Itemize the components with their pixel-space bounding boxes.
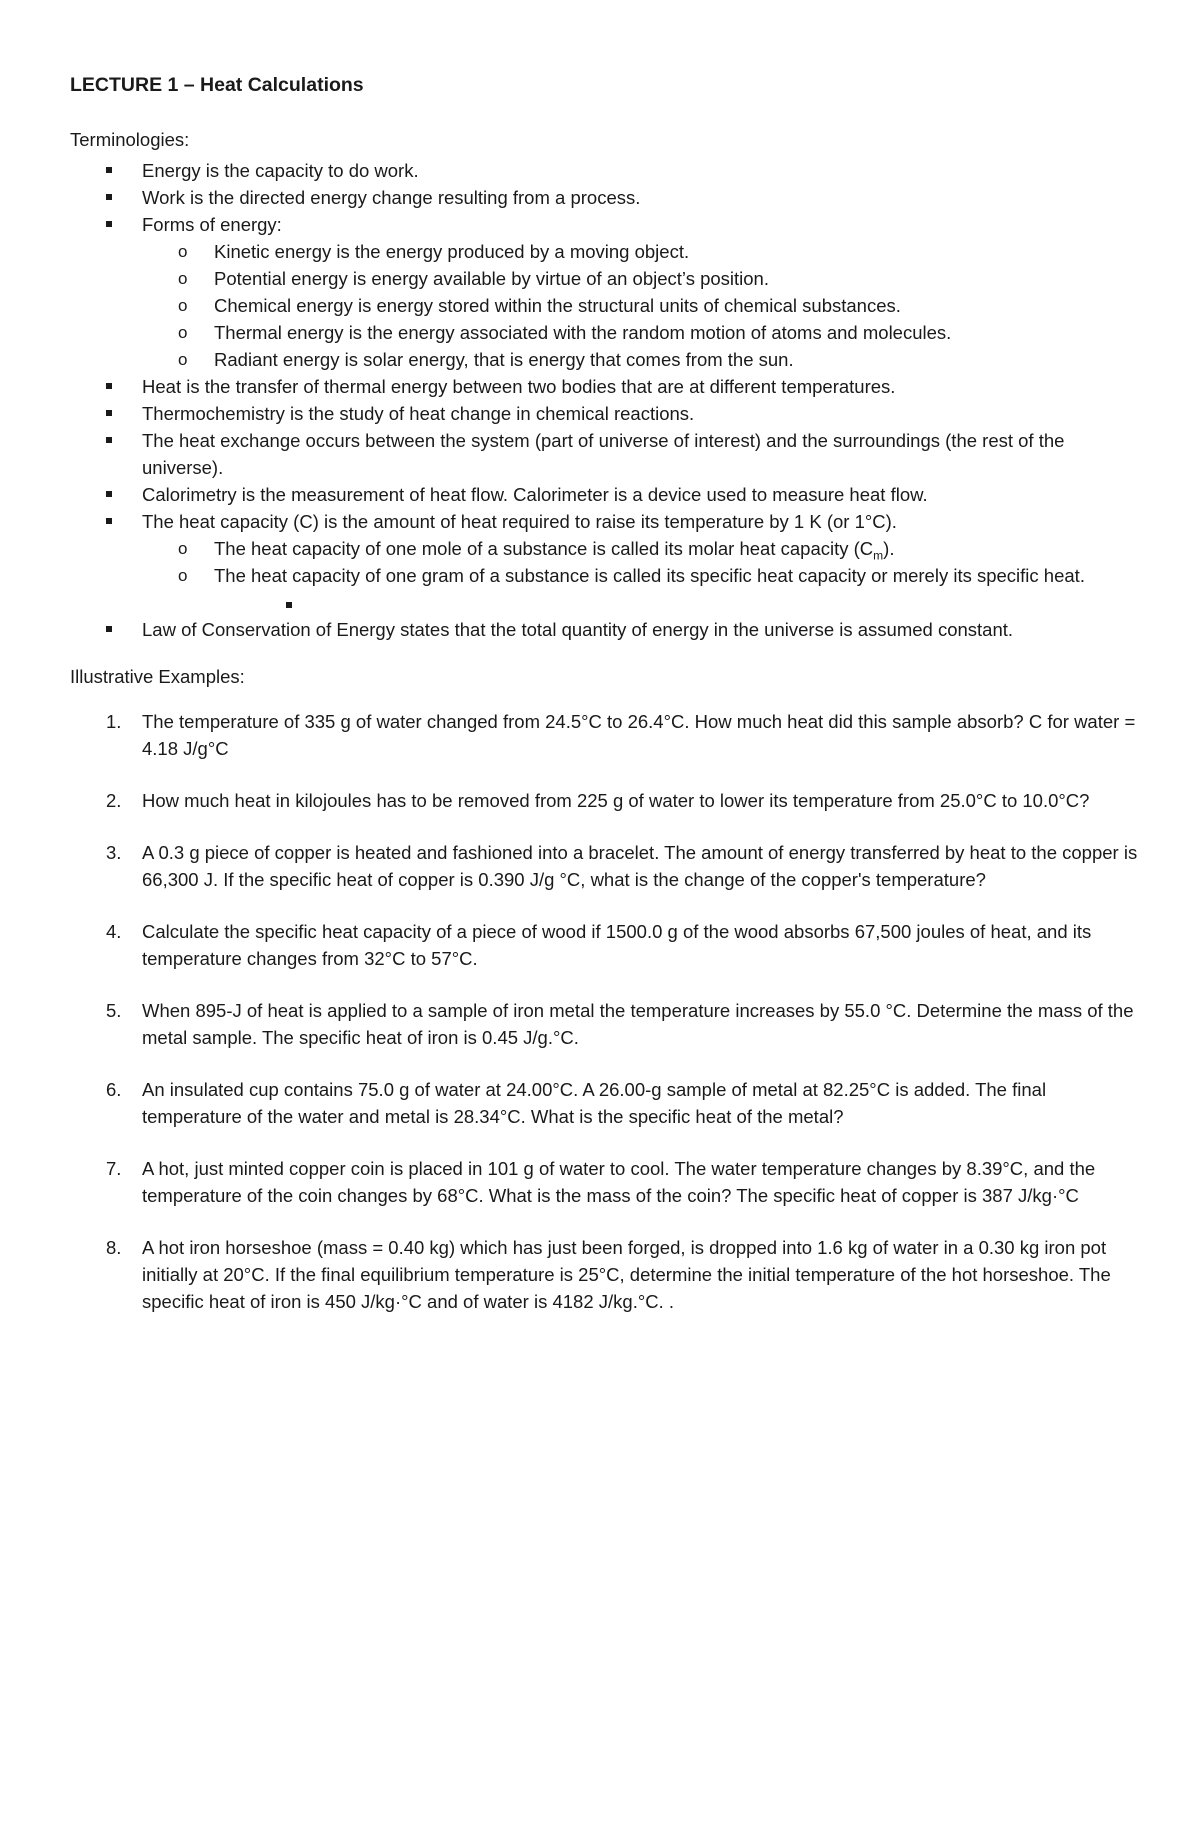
- sub-list-item: o Radiant energy is solar energy, that is energy that comes from the sun.: [214, 346, 1140, 373]
- sub-list-item-molar: o The heat capacity of one mole of a substance is called its molar heat capacity $(C_m)$.: [214, 535, 1140, 562]
- example-text: A hot iron horseshoe (mass = 0.40 kg) which has just been forged, is dropped into 1.6 kg of water in a 0.30 kg iron pot initially at 20°C. If the final equilibrium temperature is 25°C, determine the initial temperature of the hot horseshoe. The specific heat of iron is 450 J/kg·°C and of water is 4182 J/kg.°C. .: [142, 1237, 1111, 1312]
- examples-list: [70, 708, 1140, 1315]
- example-number: 4.: [106, 921, 122, 942]
- sub-list-item: o Potential energy is energy available by virtue of an object’s position.: [214, 265, 1140, 292]
- empty-bullet: [142, 589, 1140, 616]
- heat-capacity-list: [142, 535, 1140, 589]
- example-text: An insulated cup contains 75.0 g of water at 24.00°C. A 26.00-g sample of metal at 82.25°C is added. The final temperature of the water and metal is 28.34°C. What is the specific heat of the metal?: [142, 1079, 1047, 1127]
- example-item: [106, 997, 1140, 1051]
- sub-list-item-specific: o The heat capacity of one gram of a substance is called its specific heat capacity or merely its specific heat.: [214, 562, 1140, 589]
- page-title: LECTURE 1 – Heat Calculations: [70, 74, 364, 96]
- example-number: 1.: [106, 711, 122, 732]
- example-number: 8.: [106, 1237, 122, 1258]
- list-item-label: The heat capacity (C) is the amount of heat required to raise its temperature by 1 K (or 1°C).: [142, 511, 897, 532]
- sub-list-item: o Kinetic energy is the energy produced by a moving object.: [214, 238, 1140, 265]
- list-item: Calorimetry is the measurement of heat flow. Calorimeter is a device used to measure heat flow.: [142, 481, 1140, 508]
- example-number: 2.: [106, 790, 122, 811]
- terminologies-heading: Terminologies:: [70, 129, 190, 150]
- list-item: Thermochemistry is the study of heat change in chemical reactions.: [142, 400, 1140, 427]
- terminologies-list: [70, 157, 1140, 643]
- forms-of-energy-list: [142, 238, 1140, 373]
- example-text: Calculate the specific heat capacity of a piece of wood if 1500.0 g of the wood absorbs 67,500 joules of heat, and its temperature changes from 32°C to 57°C.: [142, 921, 1092, 969]
- list-item: The heat exchange occurs between the system (part of universe of interest) and the surroundings (the rest of the universe).: [142, 427, 1140, 481]
- example-item: [106, 708, 1140, 762]
- example-item: [106, 1076, 1140, 1130]
- sub-list-item: o Thermal energy is the energy associated with the random motion of atoms and molecules.: [214, 319, 1140, 346]
- example-text: The temperature of 335 g of water changed from 24.5°C to 26.4°C. How much heat did this sample absorb? C for water = 4.18 J/g°C: [142, 711, 1136, 759]
- example-number: 5.: [106, 1000, 122, 1021]
- example-text: A 0.3 g piece of copper is heated and fashioned into a bracelet. The amount of energy transferred by heat to the copper is 66,300 J. If the specific heat of copper is 0.390 J/g °C, what is the change of the copper's temperature?: [142, 842, 1138, 890]
- example-number: 3.: [106, 842, 122, 863]
- list-item-label: Forms of energy:: [142, 214, 282, 235]
- example-number: 7.: [106, 1158, 122, 1179]
- example-text: When 895-J of heat is applied to a sample of iron metal the temperature increases by 55.0 °C. Determine the mass of the metal sample. The specific heat of iron is 0.45 J/g.°C.: [142, 1000, 1134, 1048]
- list-item: [142, 211, 1140, 373]
- list-item: Heat is the transfer of thermal energy between two bodies that are at different temperatures.: [142, 373, 1140, 400]
- list-item: Work is the directed energy change resulting from a process.: [142, 184, 1140, 211]
- example-item: [106, 918, 1140, 972]
- list-item: [142, 508, 1140, 616]
- sub-list-item: o Chemical energy is energy stored within the structural units of chemical substances.: [214, 292, 1140, 319]
- example-item: [106, 787, 1140, 814]
- example-number: 6.: [106, 1079, 122, 1100]
- example-text: How much heat in kilojoules has to be removed from 225 g of water to lower its temperature from 25.0°C to 10.0°C?: [142, 790, 1090, 811]
- list-item: Law of Conservation of Energy states that the total quantity of energy in the universe is assumed constant.: [142, 616, 1140, 643]
- example-item: [106, 1234, 1140, 1315]
- example-item: [106, 839, 1140, 893]
- examples-heading: Illustrative Examples:: [70, 666, 245, 687]
- example-text: A hot, just minted copper coin is placed in 101 g of water to cool. The water temperature changes by 8.39°C, and the temperature of the coin changes by 68°C. What is the mass of the coin? The specific heat of copper is 387 J/kg·°C: [142, 1158, 1096, 1206]
- list-item: Energy is the capacity to do work.: [142, 157, 1140, 184]
- example-item: [106, 1155, 1140, 1209]
